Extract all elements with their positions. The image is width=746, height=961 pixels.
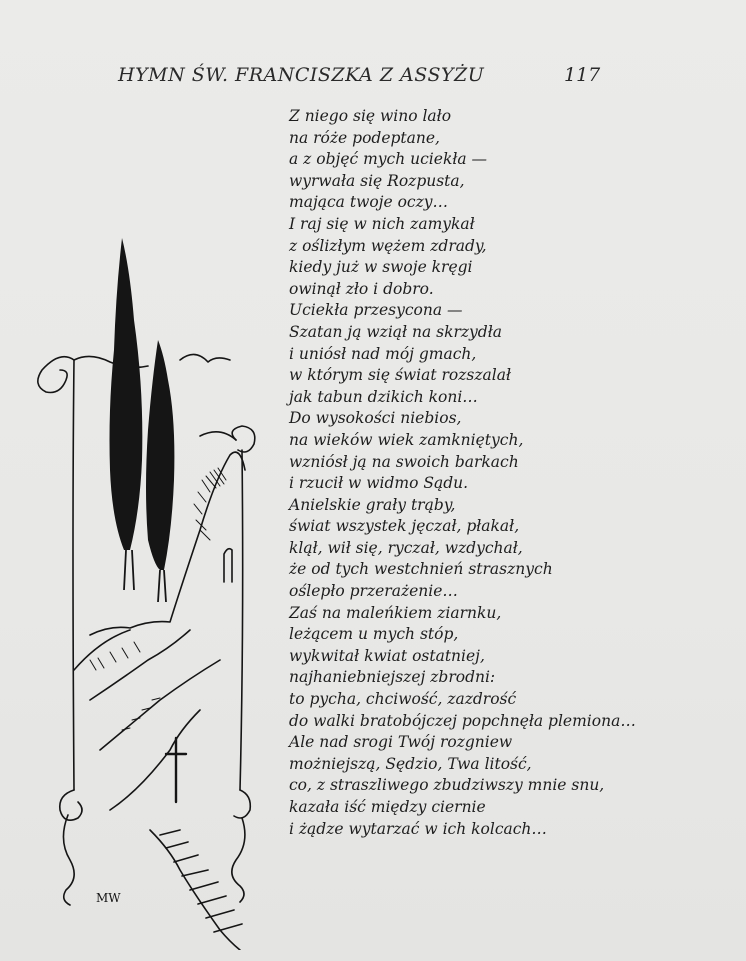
poem-line: Zaś na maleńkiem ziarnku, bbox=[289, 603, 502, 622]
poem-line: Szatan ją wziął na skrzydła bbox=[289, 322, 502, 341]
poem-line: z oślizłym wężem zdrady, bbox=[289, 236, 487, 255]
cypress-trees bbox=[110, 238, 175, 570]
poem-line: a z objęć mych uciekła — bbox=[289, 150, 488, 169]
poem-line: mająca twoje oczy… bbox=[289, 193, 449, 212]
chapel-door bbox=[224, 549, 232, 582]
poem-line: Ale nad srogi Twój rozgniew bbox=[289, 733, 513, 752]
poem-line: i uniósł nad mój gmach, bbox=[289, 344, 477, 363]
poem-line: Uciekła przesycona — bbox=[289, 301, 463, 320]
poem-line: klął, wił się, ryczał, wzdychał, bbox=[289, 538, 523, 557]
cypress-hill-illustration bbox=[30, 230, 270, 950]
poem-line: do walki bratobójczej popchnęła plemiona… bbox=[289, 711, 636, 730]
poem-line: jak tabun dzikich koni… bbox=[289, 387, 478, 406]
poem-line: co, z straszliwego zbudziwszy mnie snu, bbox=[289, 776, 605, 795]
cypress-tree-tall bbox=[110, 238, 143, 550]
poem-text bbox=[289, 106, 636, 840]
poem-line: wykwitał kwiat ostatniej, bbox=[289, 646, 485, 665]
page-number: 117 bbox=[564, 64, 601, 86]
poem-line: że od tych westchnień strasznych bbox=[289, 560, 553, 579]
poem-line: to pycha, chciwość, zazdrość bbox=[289, 690, 517, 709]
poem-line: oślepło przerażenie… bbox=[289, 582, 458, 601]
cross-icon bbox=[166, 738, 186, 802]
frame-line-left bbox=[73, 360, 74, 790]
poem-line: na róże podeptane, bbox=[289, 128, 440, 147]
poem-line: świat wszystek jęczał, płakał, bbox=[289, 517, 520, 536]
frame-scroll-left-top bbox=[38, 357, 74, 393]
poem-line: leżącem u mych stóp, bbox=[289, 625, 459, 644]
poem-line: Do wysokości niebios, bbox=[289, 409, 462, 428]
poem-line: i żądze wytarzać w ich kolcach… bbox=[289, 819, 547, 838]
cypress-tree-small bbox=[146, 340, 174, 570]
poem-line: i rzucił w widmo Sądu. bbox=[289, 474, 469, 493]
poem-line: w którym się świat rozszalał bbox=[289, 366, 512, 385]
poem-line: owinął zło i dobro. bbox=[289, 279, 434, 298]
stair-path bbox=[150, 830, 240, 950]
frame-scroll-right-bottom bbox=[234, 790, 250, 818]
artist-monogram: MW bbox=[96, 891, 121, 905]
poem-line: wzniósł ją na swoich barkach bbox=[289, 452, 519, 471]
poem-line: wyrwała się Rozpusta, bbox=[289, 171, 465, 190]
frame-scroll-right-top bbox=[232, 426, 255, 452]
poem-line: I raj się w nich zamykał bbox=[289, 214, 475, 233]
frame-line-right bbox=[240, 450, 243, 790]
illustration-drawing bbox=[30, 230, 270, 950]
running-header-title: HYMN ŚW. FRANCISZKA Z ASSYŻU bbox=[118, 64, 485, 86]
poem-line: Anielskie grały trąby, bbox=[289, 495, 456, 514]
poem-line: kazała iść między ciernie bbox=[289, 798, 486, 816]
poem-line: kiedy już w swoje kręgi bbox=[289, 258, 473, 277]
poem-line: Z niego się wino lało bbox=[289, 107, 452, 125]
poem-line: możniejszą, Sędzio, Twa litość, bbox=[289, 754, 532, 773]
poem-line: na wieków wiek zamkniętych, bbox=[289, 430, 524, 449]
frame-scroll-left-bottom bbox=[60, 790, 82, 820]
poem-line: najhaniebniejszej zbrodni: bbox=[289, 668, 496, 687]
